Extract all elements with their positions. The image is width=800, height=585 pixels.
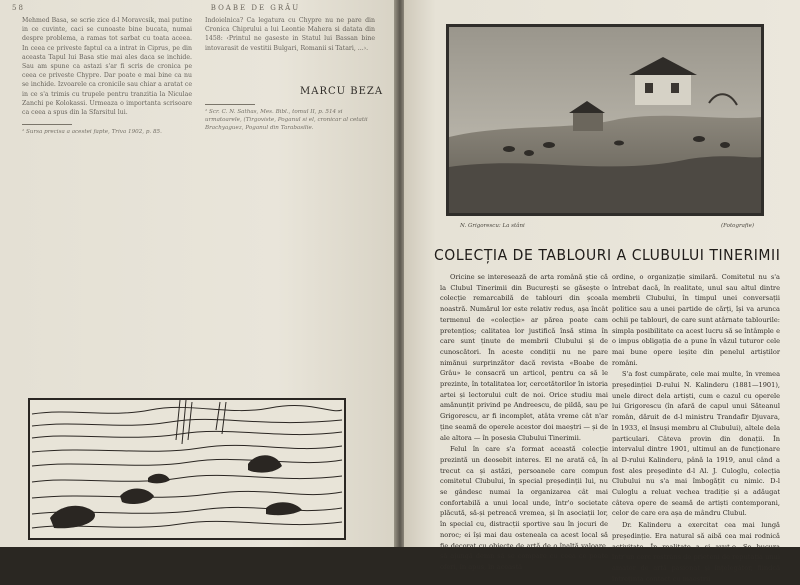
page-number: 58: [12, 4, 25, 12]
paragraph: Dr. Kalinderu a exercitat cea mai lungă președinție. Era natural să aibă cea mai rodnică activitate. În realitate a și avut-o. Se bucura într'un cerc restrâns de prieteni de reputația unui amator de artă pasionat și înțelegător, fiindcă întrețința contact cu maeștrii: [612, 521, 780, 583]
running-title: BOABE DE GRÂU: [210, 4, 301, 12]
paragraph: ordine, o organizație similară. Comitetul nu s'a întrebat dacă, în realitate, unul sau altul dintre membrii Clubului, în timpul unei conversații politice sau a unei partide de cărți, își va arunca ochii pe tablouri, de care sunt atârnate tablourile: simpla posibilitate ca acest lucru să se întâmple e o impus obligația de a pune în văzul tuturor cele mai bune opere ieșite din penelul artiștilor români.: [612, 273, 780, 367]
paragraph: Felul în care s'a format această colecție prezintă un deosebit interes. El ne arată că, în trecut ca și astăzi, persoanele care compun comitetul Clubului, în special președinții lui, nu se gândesc numai la organizarea cât mai confortabilă a unui local unde, într'o societate plăcută, să-și petreacă vremea, și în asociații lor, în special cu, distracții sportive sau în jocuri de noroc; ei își mai dau osteneala ca acest local să fie decorat cu obiecte de artă de o înaltă valoare, să ajungă demn să se compare cu ceea ce poate oferi, în apus, în această: [440, 445, 608, 571]
article-title: COLECȚIA DE TABLOURI A CLUBULUI TINERIMII: [434, 246, 781, 264]
painting-image: [449, 27, 761, 213]
caption-title: N. Grigorescu: La stâni: [460, 223, 525, 229]
article-column-1: [440, 272, 608, 574]
caption-credit: (Fotografie): [721, 223, 754, 229]
painting-reproduction: [446, 24, 764, 216]
left-column-a: Mehmed Basa, se scrie zice d-l Moravcsik, mai putine in ce cuvinte, caci se cunoaste bine bucata, numai despre problema, a ramas tot sarbat cu toata aceea. In ceea ce priveste faptul ca a intrat in Ciprus, pe din aceasta Tapul lui Basa stie mai ales daca se inchide. Sau am spune ca astazi s'ar fi scris de cronica pe ceea ce priveste Chypre. Dar poate e mai bine ca nu se inchide. Izvoarele ca cronicile sau chiar a aratat ce in ce s'a trimis cu trupele pentru tranzitia la Niculae Zanchi pe Kolokassi. Urmeaza o importanta scrisoare ca ceea a spus din la Sfarsitul lui.: [22, 17, 192, 117]
footnote-right: ¹ Scr. C. N. Sathas, Mes. Bibl., tomul II, p. 514 si urmatoarele, (Tirgoviste, Poganul si el, cronicar al cetatii Brachyaguez, Poganul din Tarabasilie.: [205, 109, 368, 131]
left-column-b: Indoielnica? Ca legatura cu Chypre nu ne pare din Cronica Chiprului a lui Leontie Mahera si datata din 1458: ‹Printul ne gaseste in Statul lui Bassan bine intovarasit de vestitii Bulgari, Romanii si Tatari, ...›.: [205, 17, 375, 52]
author-signature: MARCU BEZA: [300, 86, 384, 97]
running-header: [12, 4, 376, 12]
paragraph: Oricine se interesează de arta română știe că la Clubul Tinerimii din București se găsește o colecție remarcabilă de tablouri din școala noastră. Numărul lor este relativ redus, așa încât termenul de «colecție» ar părea poate cam pretențios; calitatea lor justifică însă stima în care sunt ținute de membrii Clubului și de cunoscători. În aceste condiții nu ne pare nimănui surprinzător dacă revista «Boabe de Grâu» le consacră un articol, pentru ca să le prezinte, în totalitatea lor, cercetătorilor în istoria artei și lectorului cult de noi. Orice studiu mai amănunțit privind pe Andreescu, de pildă, sau pe Grigorescu, ar fi incomplet, atâta vreme cât n'ar ține seamă de operele acestor doi maeștri — și de ale altora — în posesia Clubului Tinerimii.: [440, 273, 608, 442]
left-page: [0, 0, 396, 547]
footnote-rule: [205, 104, 255, 105]
ink-sketch-illustration: [28, 398, 346, 540]
right-page: [404, 0, 800, 583]
paragraph: S'a fost cumpărate, cele mai multe, în vremea președinției D-rului N. Kalinderu (1881—1901), unele direct dela artiști, cum e cazul cu operele lui Grigorescu (în afară de capul unui Săteanul român, dăruit de d-l ministru Trandafir Djuvara, în 1933, el însuși membru al Clubului), altele dela particulari. Câteva provin din donații. În intervalul dintre 1901, ultimul an de funcționare al D-rului Kalinderu, până la 1919, anul când a fost ales președinte d-l Al. J. Culoglu, colecția Clubului nu s'a mai îmbogățit cu nimic. D-l Culoglu a reluat vechea tradiție și a adăugat câteva opere de seamă de artiști contemporani, celor de care era așa de mândru Clubul.: [612, 370, 780, 518]
article-column-2: [612, 272, 780, 585]
painting-caption: [460, 223, 754, 229]
footnote-left: ¹ Sursa precisa a acestei fapte, Triva 1902, p. 85.: [22, 129, 162, 135]
footnote-rule: [22, 124, 72, 125]
